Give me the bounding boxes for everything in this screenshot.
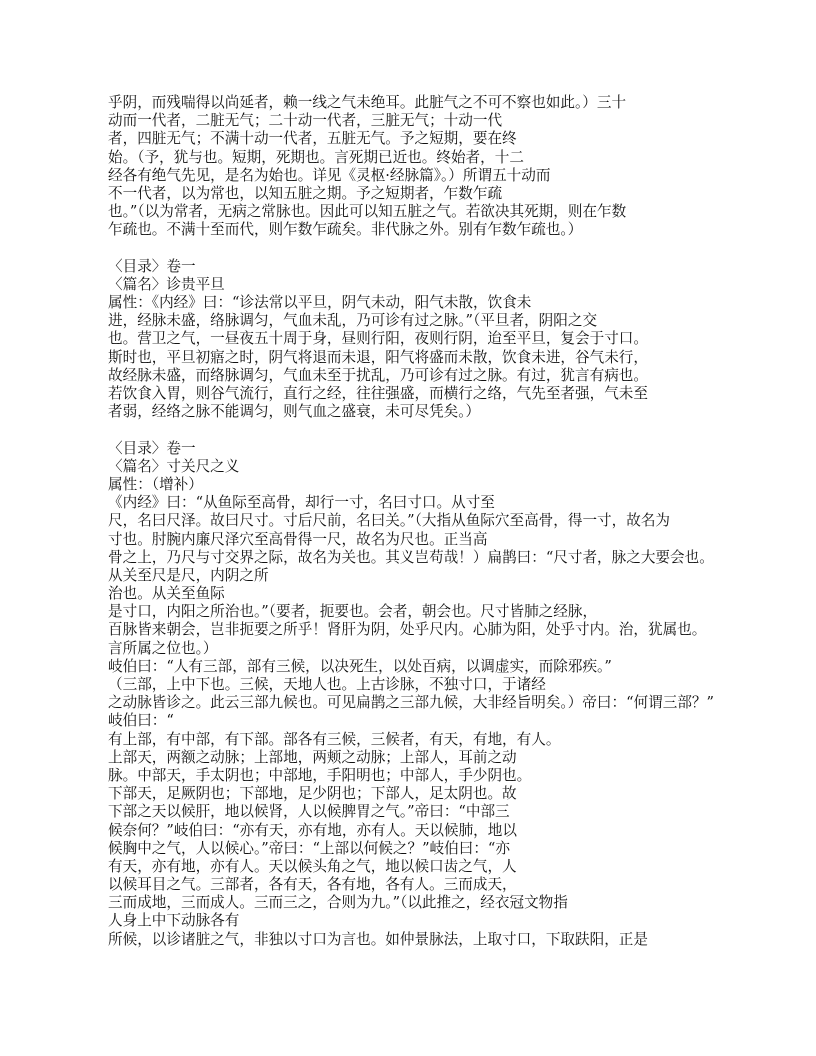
text-line: 进，经脉未盛，络脉调匀，气血未乱，乃可诊有过之脉。”（平旦者，阴阳之交 bbox=[108, 312, 598, 330]
text-line: 乍疏也。不满十至而代，则乍数乍疏矣。非代脉之外。别有乍数乍疏也。） bbox=[108, 221, 583, 239]
text-line: 岐伯曰：“ bbox=[108, 712, 174, 730]
document-page bbox=[108, 94, 748, 949]
text-line: 骨之上，乃尺与寸交界之际，故名为关也。其义岂苟哉！）扁鹊曰：“尺寸者，脉之大要会也。 bbox=[108, 548, 714, 566]
text-line: 不一代者，以为常也，以知五脏之期。予之短期者，乍数乍疏 bbox=[108, 184, 503, 202]
text-line: 寸也。肘腕内廉尺泽穴至高骨得一尺，故名为尺也。正当高 bbox=[108, 530, 488, 548]
section-heading-line: 〈篇名〉寸关尺之义 bbox=[108, 457, 240, 475]
text-line: 若饮食入胃，则谷气流行，直行之经，往往强盛，而横行之络，气先至者强，气未至 bbox=[108, 385, 648, 402]
section-heading-line: 〈目录〉卷一 bbox=[108, 257, 196, 275]
text-line: 始。（予，犹与也。短期，死期也。言死期已近也。终始者，十二 bbox=[108, 148, 524, 166]
text-line: 动而一代者，二脏无气；二十动一代者，三脏无气；十动一代 bbox=[108, 112, 503, 130]
text-line: 尺，名曰尺泽。故曰尺寸。寸后尺前，名曰关。”（大指从鱼际穴至高骨，得一寸，故名为 bbox=[108, 512, 671, 530]
text-line: 从关至尺是尺，内阴之所 bbox=[108, 566, 269, 584]
text-line: 经各有绝气先见，是名为始也。详见《灵枢·经脉篇》。）所谓五十动而 bbox=[108, 166, 551, 184]
text-line: 属性：《内经》曰：“诊法常以平旦，阴气未动，阳气未散，饮食未 bbox=[108, 294, 532, 312]
text-line: 有天，亦有地，亦有人。天以候头角之气，地以候口齿之气，人 bbox=[108, 857, 517, 875]
text-line: 者弱，经络之脉不能调匀，则气血之盛衰，未可尽凭矣。） bbox=[108, 403, 481, 421]
text-line: 属性：（增补） bbox=[108, 475, 203, 493]
blank-line bbox=[108, 240, 748, 258]
text-line: 斯时也，平旦初寤之时，阴气将退而未退，阳气将盛而未散，饮食未进，谷气未行， bbox=[108, 348, 648, 366]
section-heading-line: 〈篇名〉诊贵平旦 bbox=[108, 275, 225, 293]
text-line: 所候，以诊诸脏之气，非独以寸口为言也。如仲景脉法，上取寸口，下取趺阳，正是 bbox=[108, 930, 648, 948]
text-line: 言所属之位也。） bbox=[108, 639, 218, 657]
text-line: 治也。从关至鱼际 bbox=[108, 585, 225, 603]
text-line: 之动脉皆诊之。此云三部九候也。可见扁鹊之三部九候，大非经旨明矣。）帝曰：“何谓三部？” bbox=[108, 694, 714, 712]
section-heading-line: 〈目录〉卷一 bbox=[108, 439, 196, 457]
text-line: 候奈何？”岐伯曰：“亦有天，亦有地，亦有人。天以候肺，地以 bbox=[108, 821, 517, 839]
text-line: 岐伯曰：“人有三部，部有三候，以决死生，以处百病，以调虚实，而除邪疾。” bbox=[108, 657, 612, 675]
text-line: 也。营卫之气，一昼夜五十周于身，昼则行阳，夜则行阴，迨至平旦，复会于寸口。 bbox=[108, 330, 648, 348]
text-line: 脉。中部天，手太阴也；中部地，手阳明也；中部人，手少阴也。 bbox=[108, 766, 532, 784]
text-line: 三而成地，三而成人。三而三之，合则为九。”（以此推之，经衣冠文物指 bbox=[108, 894, 568, 912]
text-line: 下部天，足厥阴也；下部地，足少阴也；下部人，足太阴也。故 bbox=[108, 785, 517, 803]
text-line: 人身上中下动脉各有 bbox=[108, 912, 240, 930]
text-line: 以候耳目之气。三部者，各有天，各有地，各有人。三而成天， bbox=[108, 876, 517, 894]
text-line: 上部天，两额之动脉；上部地，两颊之动脉；上部人，耳前之动 bbox=[108, 748, 517, 766]
text-line: 者，四脏无气；不满十动一代者，五脏无气。予之短期，要在终 bbox=[108, 130, 517, 148]
text-line: （三部，上中下也。三候，天地人也。上古诊脉，不独寸口，于诸经 bbox=[108, 676, 546, 693]
text-line: 也。”（以为常者，无病之常脉也。因此可以知五脏之气。若欲决其死期，则在乍数 bbox=[108, 203, 627, 221]
text-line: 有上部，有中部，有下部。部各有三候，三候者，有天，有地，有人。 bbox=[108, 730, 561, 748]
text-line: 候胸中之气，人以候心。”帝曰：“上部以何候之？”岐伯曰：“亦 bbox=[108, 839, 510, 857]
text-line: 百脉皆来朝会，岂非扼要之所乎！肾肝为阴，处乎尺内。心肺为阳，处乎寸内。治，犹属也。 bbox=[108, 621, 707, 639]
text-line: 是寸口，内阳之所治也。”（要者，扼要也。会者，朝会也。尺寸皆肺之经脉， bbox=[108, 603, 598, 621]
text-line: 故经脉未盛，而络脉调匀，气血未至于扰乱，乃可诊有过之脉。有过，犹言有病也。 bbox=[108, 366, 648, 384]
blank-line bbox=[108, 421, 748, 439]
text-line: 乎阴，而残喘得以尚延者，赖一线之气未绝耳。此脏气之不可不察也如此。）三十 bbox=[108, 94, 627, 111]
text-line: 《内经》曰：“从鱼际至高骨，却行一寸，名曰寸口。从寸至 bbox=[108, 494, 495, 512]
text-line: 下部之天以候肝，地以候肾，人以候脾胃之气。”帝曰：“中部三 bbox=[108, 803, 510, 821]
